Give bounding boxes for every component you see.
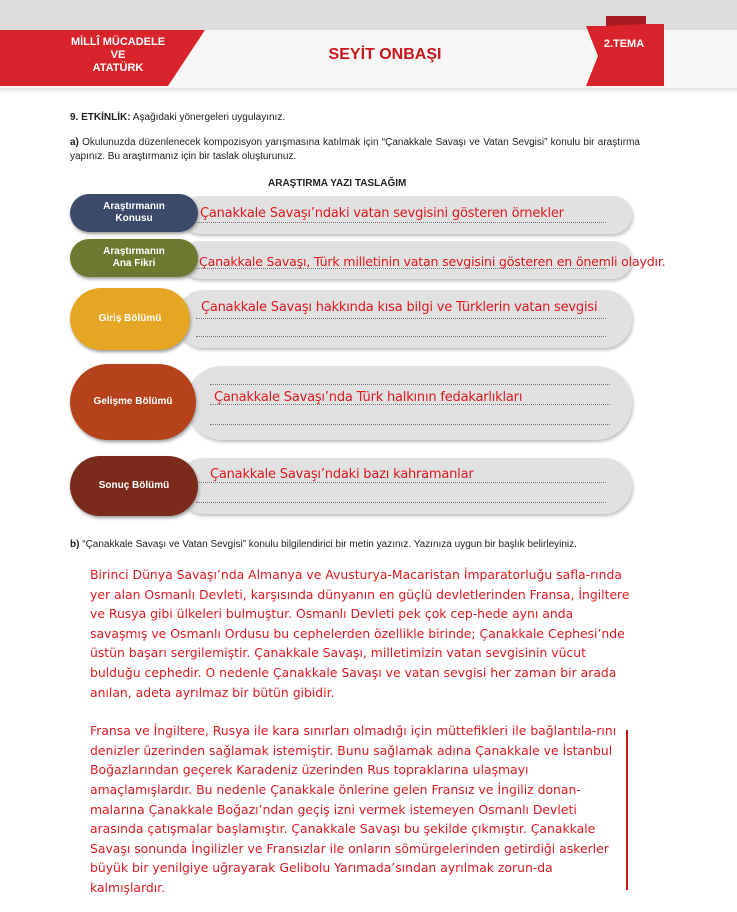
main-idea-label-line-2: Ana Fikri: [112, 258, 156, 269]
part-b-instruction: [70, 538, 640, 552]
topic-label-line-2: Konusu: [115, 213, 153, 224]
topic-label: [70, 194, 198, 232]
activity-number: 9. ETKİNLİK:: [70, 112, 131, 123]
essay-text: [90, 565, 630, 898]
main-idea-label: [70, 239, 198, 277]
part-b-text: “Çanakkale Savaşı ve Vatan Sevgisi” konulu bilgilendirici bir metin yazınız. Yazınıza uygun bir başlık belirleyiniz.: [82, 539, 577, 550]
part-a-text: Okulunuzda düzenlenecek kompozisyon yarışmasına katılmak için “Çanakkale Savaşı ve Vatan Sevgisi” konulu bir araştırma yapınız. Bu araştırmanız için bir taslak oluşturunuz.: [70, 137, 640, 162]
introduction-dotted-line-1: [196, 318, 606, 319]
topic-label-line-1: Araştırmanın: [103, 201, 165, 212]
conclusion-label-text: Sonuç Bölümü: [98, 480, 170, 491]
topic-answer: Çanakkale Savaşı’ndaki vatan sevgisini gösteren örnekler: [200, 206, 564, 221]
unit-banner-line-2: VE: [110, 49, 126, 61]
introduction-label-text: Giriş Bölümü: [98, 313, 162, 324]
introduction-dotted-line-2: [196, 336, 606, 337]
introduction-label: [70, 288, 190, 350]
topic-dotted-line: [196, 222, 606, 223]
development-label: [70, 364, 196, 440]
main-idea-label-line-1: Araştırmanın: [103, 246, 165, 257]
development-answer: Çanakkale Savaşı’nda Türk halkının fedakarlıkları: [214, 390, 523, 405]
theme-banner-shape: [586, 16, 664, 86]
development-dotted-line-3: [210, 424, 610, 425]
outline-title: ARAŞTIRMA YAZI TASLAĞIM: [268, 178, 407, 189]
essay-paragraph-2: Fransa ve İngiltere, Rusya ile kara sınırları olmadığı için müttefikleri ile bağlantıla-rını denizler üzerinden sağlamak istemiştir. Bunu sağlamak adına Çanakkale ve İstanbul Boğazlarından geçerek Karadeniz üzerinden Rus topraklarına ulaşmayı amaçlamışlardır. Bu nedenle Çanakkale önlerine gelen Fransız ve İngiliz donan-malarına Çanakkale Boğazı’ndan geçiş izni vermek istemeyen Osmanlı Devleti arasında çatışmalar başlamıştır. Çanakkale Savaşı bu şekilde çıkmıştır. Çanakkale Savaşı sonunda İngilizler ve Fransızlar ile onların sömürgelerinden getirdiği askerler büyük bir yenilgiye uğrayarak Gelibolu Yarımada’sından ayrılmak zorun-da kalmışlardır.: [90, 723, 617, 895]
page-title: SEYİT ONBAŞI: [328, 46, 442, 63]
title-bar-shadow: [0, 88, 737, 94]
conclusion-dotted-line-2: [196, 502, 606, 503]
unit-banner-text: [58, 36, 178, 75]
conclusion-dotted-line-1: [196, 482, 606, 483]
unit-banner-line-1: MİLLÎ MÜCADELE: [70, 36, 166, 48]
activity-instruction: Aşağıdaki yönergeleri uygulayınız.: [132, 112, 286, 123]
essay-paragraph-1: Birinci Dünya Savaşı’nda Almanya ve Avusturya-Macaristan İmparatorluğu safla-rında yer alan Osmanlı Devleti, karşısında dünyanın en güçlü devletlerinden Fransa, İngiltere ve Rusya gibi ülkeleri bulmuştur. Osmanlı Devleti pek çok cep-hede aynı anda savaşmış ve Osmanlı Ordusu bu cephelerden özellikle birinde; Çanakkale Cephesi’nde üstün başarı sergilemiştir. Çanakkale Savaşı, milletimizin vatan sevgisinin vücut bulduğu cephedir. O nedenle Çanakkale Savaşı ve vatan sevgisi her zaman bir arada anılan, adeta ayrılmaz bir bütün gibidir.: [90, 567, 630, 700]
development-dotted-line-1: [210, 384, 610, 385]
introduction-answer-box: [176, 290, 632, 348]
part-a-instruction: [70, 136, 640, 164]
part-a-label: a): [70, 137, 79, 148]
introduction-answer: Çanakkale Savaşı hakkında kısa bilgi ve Türklerin vatan sevgisi: [201, 300, 598, 315]
part-b-label: b): [70, 539, 80, 550]
unit-banner-line-3: ATATÜRK: [92, 62, 144, 74]
conclusion-answer: Çanakkale Savaşı’ndaki bazı kahramanlar: [210, 467, 474, 482]
activity-heading: [70, 111, 640, 125]
main-idea-answer: Çanakkale Savaşı, Türk milletinin vatan sevgisini gösteren en önemli olaydır.: [199, 254, 666, 269]
theme-label: 2.TEMA: [603, 38, 645, 50]
conclusion-label: [70, 456, 198, 516]
development-label-text: Gelişme Bölümü: [93, 396, 173, 407]
